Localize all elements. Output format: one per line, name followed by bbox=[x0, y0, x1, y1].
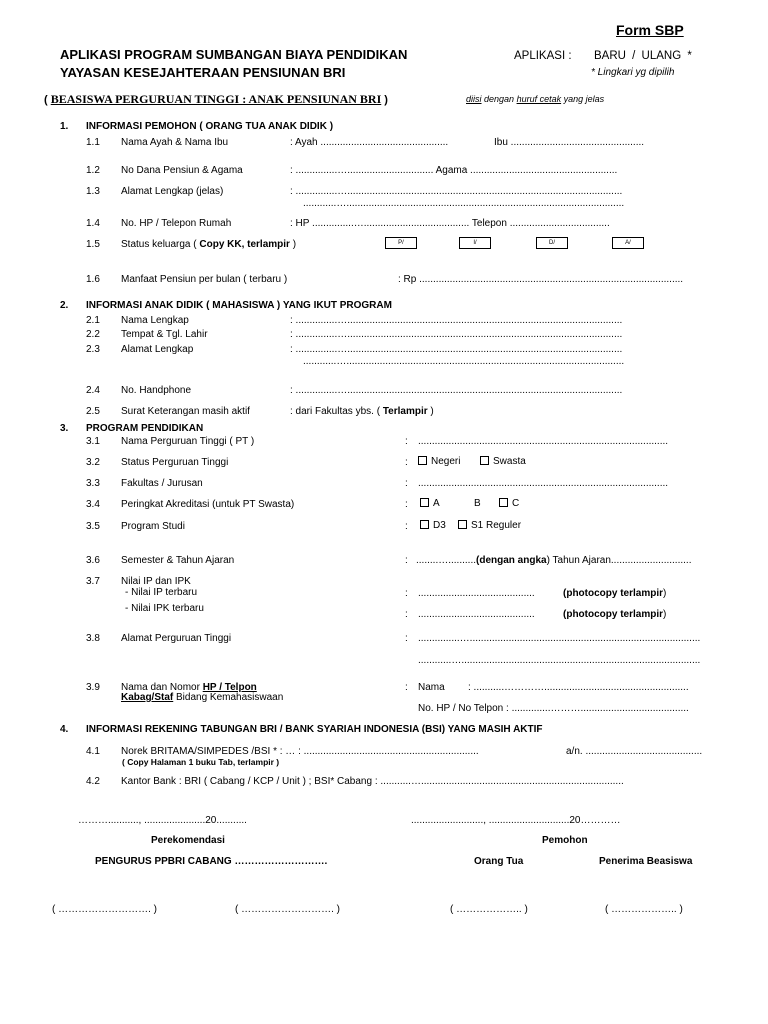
section4-number: 4. bbox=[60, 724, 69, 735]
checkbox-icon bbox=[420, 520, 429, 529]
section3-number: 3. bbox=[60, 423, 69, 434]
staff-phone-field[interactable]: No. HP / No Telpon : ..............………....................................... bbox=[418, 703, 689, 714]
handphone-field[interactable]: : ...............…................................................................................................... bbox=[290, 385, 623, 396]
gpa-label: Nilai IP dan IPK bbox=[121, 576, 191, 587]
row-number: 3.7 bbox=[86, 576, 100, 587]
pension-religion-label: No Dana Pensiun & Agama bbox=[121, 165, 243, 176]
ip-photocopy-note: (photocopy terlampir) bbox=[563, 588, 667, 599]
row-number: 3.6 bbox=[86, 555, 100, 566]
address-label: Alamat Lengkap (jelas) bbox=[121, 186, 224, 197]
account-name-field[interactable]: a/n. .......................................... bbox=[566, 746, 703, 757]
row-number: 1.1 bbox=[86, 137, 100, 148]
colon: : bbox=[405, 478, 408, 489]
family-status-box-2[interactable]: I/ bbox=[459, 237, 491, 249]
phone-label: No. HP / Telepon Rumah bbox=[121, 218, 232, 229]
colon: : bbox=[405, 555, 408, 566]
birth-field[interactable]: : ...............…................................................................................................... bbox=[290, 329, 623, 340]
recommender-date-field[interactable]: ………..........., ......................20........... bbox=[78, 815, 247, 826]
status-swasta-option[interactable]: Swasta bbox=[480, 456, 526, 467]
colon: : bbox=[405, 457, 408, 468]
program-s1-option[interactable]: S1 Reguler bbox=[458, 520, 521, 531]
row-number: 1.2 bbox=[86, 165, 100, 176]
semester-field[interactable]: ........…..........(dengan angka) Tahun Ajaran............................. bbox=[416, 555, 692, 566]
university-address-line2[interactable]: ............…...................................................................................... bbox=[418, 655, 701, 666]
faculty-field[interactable]: .......................................................................................... bbox=[418, 478, 669, 489]
active-letter-label: Surat Keterangan masih aktif bbox=[121, 406, 250, 417]
ip-field[interactable]: .......................................... bbox=[418, 588, 535, 599]
row-number: 2.4 bbox=[86, 385, 100, 396]
accreditation-label: Peringkat Akreditasi (untuk PT Swasta) bbox=[121, 499, 295, 510]
accreditation-a-option[interactable]: A bbox=[420, 498, 440, 509]
row-number: 1.3 bbox=[86, 186, 100, 197]
checkbox-icon bbox=[499, 498, 508, 507]
row-number: 2.2 bbox=[86, 329, 100, 340]
phone-field[interactable]: : HP ...............…...................................... Telepon .................................... bbox=[290, 218, 610, 229]
form-code: Form SBP bbox=[616, 22, 684, 38]
checkbox-icon bbox=[458, 520, 467, 529]
account-number-field[interactable]: Norek BRITAMA/SIMPEDES /BSI * : … : ............................................................... bbox=[121, 746, 479, 757]
status-negeri-option[interactable]: Negeri bbox=[418, 456, 460, 467]
student-address-line1[interactable]: : ...............…................................................................................................... bbox=[290, 344, 623, 355]
row-number: 2.3 bbox=[86, 344, 100, 355]
scholarship-subtitle: ( BEASISWA PERGURUAN TINGGI : ANAK PENSIUNAN BRI ) bbox=[44, 92, 388, 106]
circle-note: * Lingkari yg dipilih bbox=[591, 67, 675, 78]
recommender-heading: Perekomendasi bbox=[151, 835, 225, 846]
section2-number: 2. bbox=[60, 300, 69, 311]
faculty-label: Fakultas / Jurusan bbox=[121, 478, 203, 489]
row-number: 3.9 bbox=[86, 682, 100, 693]
section1-title: INFORMASI PEMOHON ( ORANG TUA ANAK DIDIK ) bbox=[86, 121, 334, 132]
colon: : bbox=[405, 682, 408, 693]
row-number: 1.5 bbox=[86, 239, 100, 250]
bank-office-field[interactable]: Kantor Bank : BRI ( Cabang / KCP / Unit ) ; BSI* Cabang : ...........…......................................................................... bbox=[121, 776, 624, 787]
handphone-label: No. Handphone bbox=[121, 385, 192, 396]
semester-label: Semester & Tahun Ajaran bbox=[121, 555, 235, 566]
father-name-field[interactable]: : Ayah .............................................. bbox=[290, 137, 449, 148]
staff-contact-label-2: Kabag/Staf Bidang Kemahasiswaan bbox=[121, 692, 284, 703]
accreditation-b-option[interactable]: B bbox=[474, 498, 481, 509]
parent-names-label: Nama Ayah & Nama Ibu bbox=[121, 137, 229, 148]
applicant-date-field[interactable]: .........................., .............................20………… bbox=[411, 815, 621, 826]
aplikasi-label: APLIKASI : bbox=[514, 50, 572, 62]
student-name-label: Nama Lengkap bbox=[121, 315, 189, 326]
passbook-copy-note: ( Copy Halaman 1 buku Tab, terlampir ) bbox=[122, 757, 280, 767]
signature-line-4[interactable]: ( ……………….. ) bbox=[605, 904, 683, 915]
row-number: 4.1 bbox=[86, 746, 100, 757]
row-number: 3.3 bbox=[86, 478, 100, 489]
row-number: 4.2 bbox=[86, 776, 100, 787]
row-number: 3.5 bbox=[86, 521, 100, 532]
study-program-label: Program Studi bbox=[121, 521, 185, 532]
row-number: 2.1 bbox=[86, 315, 100, 326]
colon: : bbox=[405, 588, 408, 599]
aplikasi-options[interactable]: BARU / ULANG * bbox=[594, 50, 692, 62]
family-status-label: Status keluarga ( Copy KK, terlampir ) bbox=[121, 239, 297, 250]
checkbox-icon bbox=[420, 498, 429, 507]
section4-title: INFORMASI REKENING TABUNGAN BRI / BANK SYARIAH INDONESIA (BSI) YANG MASIH AKTIF bbox=[86, 724, 543, 735]
university-name-field[interactable]: .......................................................................................... bbox=[418, 436, 669, 447]
signature-line-3[interactable]: ( ……………….. ) bbox=[450, 904, 528, 915]
family-status-box-1[interactable]: P/ bbox=[385, 237, 417, 249]
birth-label: Tempat & Tgl. Lahir bbox=[121, 329, 208, 340]
mother-name-field[interactable]: Ibu ................................................ bbox=[494, 137, 645, 148]
university-status-label: Status Perguruan Tinggi bbox=[121, 457, 229, 468]
ipk-field[interactable]: .......................................... bbox=[418, 609, 535, 620]
section1-number: 1. bbox=[60, 121, 69, 132]
pension-benefit-label: Manfaat Pensiun per bulan ( terbaru ) bbox=[121, 274, 288, 285]
checkbox-icon bbox=[480, 456, 489, 465]
pension-benefit-field[interactable]: : Rp ............................................................................................... bbox=[398, 274, 684, 285]
pension-religion-field[interactable]: : ...............…............................... Agama ..................................................... bbox=[290, 165, 618, 176]
row-number: 1.4 bbox=[86, 218, 100, 229]
row-number: 3.8 bbox=[86, 633, 100, 644]
applicant-heading: Pemohon bbox=[542, 835, 588, 846]
branch-board-label: PENGURUS PPBRI CABANG ………………………. bbox=[95, 856, 328, 867]
row-number: 3.1 bbox=[86, 436, 100, 447]
section2-title: INFORMASI ANAK DIDIK ( MAHASISWA ) YANG IKUT PROGRAM bbox=[86, 300, 392, 311]
row-number: 2.5 bbox=[86, 406, 100, 417]
row-number: 3.4 bbox=[86, 499, 100, 510]
row-number: 1.6 bbox=[86, 274, 100, 285]
address-field-line1[interactable]: : ...............…................................................................................................... bbox=[290, 186, 623, 197]
staff-name-field[interactable]: : ...........………….................................................... bbox=[468, 682, 689, 693]
accreditation-c-option[interactable]: C bbox=[499, 498, 519, 509]
student-address-line2[interactable]: ............….................................................................................................... bbox=[303, 356, 625, 367]
colon: : bbox=[405, 499, 408, 510]
ipk-label: - Nilai IPK terbaru bbox=[125, 603, 204, 614]
signature-line-1[interactable]: ( ………………………. ) bbox=[52, 904, 157, 915]
address-field-line2[interactable]: ............….................................................................................................... bbox=[303, 198, 625, 209]
student-name-field[interactable]: : ...............…................................................................................................... bbox=[290, 315, 623, 326]
family-status-box-3[interactable]: D/ bbox=[536, 237, 568, 249]
active-letter-field: : dari Fakultas ybs. ( Terlampir ) bbox=[290, 406, 434, 417]
ipk-photocopy-note: (photocopy terlampir) bbox=[563, 609, 667, 620]
colon: : bbox=[405, 436, 408, 447]
colon: : bbox=[405, 521, 408, 532]
checkbox-icon bbox=[418, 456, 427, 465]
ip-label: - Nilai IP terbaru bbox=[125, 587, 198, 598]
form-title-line2: YAYASAN KESEJAHTERAAN PENSIUNAN BRI bbox=[60, 65, 346, 80]
form-title-line1: APLIKASI PROGRAM SUMBANGAN BIAYA PENDIDIKAN bbox=[60, 47, 408, 62]
university-address-label: Alamat Perguruan Tinggi bbox=[121, 633, 232, 644]
staff-contact-label: Nama dan Nomor HP / Telpon bbox=[121, 682, 257, 693]
program-d3-option[interactable]: D3 bbox=[420, 520, 446, 531]
staff-name-label: Nama bbox=[418, 682, 445, 693]
student-address-label: Alamat Lengkap bbox=[121, 344, 194, 355]
university-address-line1[interactable]: ...............…................................................................................... bbox=[418, 633, 701, 644]
row-number: 3.2 bbox=[86, 457, 100, 468]
family-status-box-4[interactable]: A/ bbox=[612, 237, 644, 249]
section3-title: PROGRAM PENDIDIKAN bbox=[86, 423, 204, 434]
recipient-label: Penerima Beasiswa bbox=[599, 856, 693, 867]
colon: : bbox=[405, 633, 408, 644]
university-name-label: Nama Perguruan Tinggi ( PT ) bbox=[121, 436, 255, 447]
parent-label: Orang Tua bbox=[474, 856, 524, 867]
colon: : bbox=[405, 609, 408, 620]
signature-line-2[interactable]: ( ………………………. ) bbox=[235, 904, 340, 915]
fill-instruction: diisi dengan huruf cetak yang jelas bbox=[466, 94, 605, 104]
